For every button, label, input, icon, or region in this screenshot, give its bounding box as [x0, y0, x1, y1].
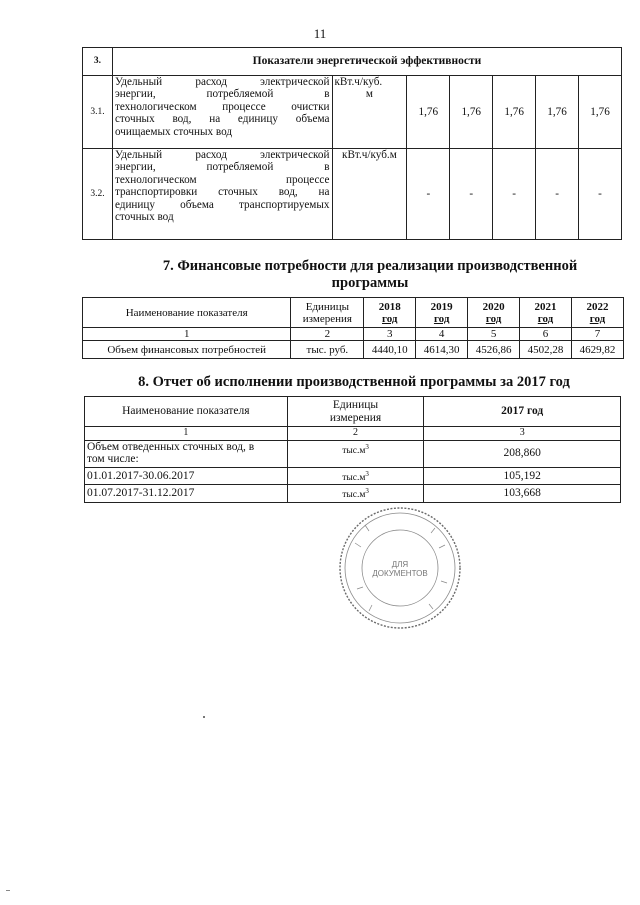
header-unit-line: измерения — [302, 312, 352, 325]
section-title: Показатели энергетической эффективности — [112, 48, 621, 76]
year-value: 2019 — [430, 300, 453, 313]
table-row — [85, 440, 621, 467]
index-cell: 1 — [83, 328, 291, 341]
header-year — [468, 298, 520, 328]
row-name-line: том числе: — [87, 453, 139, 465]
header-unit-line: Единицы — [305, 300, 349, 313]
year-suffix: год — [433, 312, 450, 325]
section-7-title — [120, 258, 620, 292]
year-suffix: год — [382, 312, 398, 325]
desc-line: единицу объема транспортируемых — [114, 198, 330, 211]
desc-line: энергии, потребляемой в — [114, 88, 330, 101]
desc-line: технологическом процессе — [114, 173, 330, 186]
year-value: 2022 — [586, 300, 609, 313]
value-cell: - — [450, 149, 493, 240]
row-name-line: 01.01.2017-30.06.2017 — [87, 469, 195, 482]
row-name-line: 01.07.2017-31.12.2017 — [87, 487, 195, 500]
index-cell: 3 — [424, 427, 621, 441]
section-8-title: 8. Отчет об исполнении производственной программы за 2017 год — [138, 374, 570, 390]
table-row — [83, 76, 622, 149]
table-row — [85, 485, 621, 503]
section-7-title-line: программы — [331, 275, 409, 291]
desc-line: сточных вод, на единицу объема — [114, 113, 330, 126]
financial-needs-table — [82, 297, 624, 359]
value-cell: 1,76 — [407, 76, 450, 149]
value-cell: 1,76 — [450, 76, 493, 149]
row-unit — [287, 467, 424, 485]
table-index-row — [83, 328, 624, 341]
unit-text: тыс.м — [342, 472, 366, 483]
header-unit-line: измерения — [329, 411, 382, 424]
row-name — [85, 440, 288, 467]
index-cell: 2 — [287, 427, 424, 441]
header-unit-line: Единицы — [332, 399, 379, 411]
year-value: 2020 — [482, 300, 505, 313]
value-cell: - — [536, 149, 579, 240]
unit-sup: 3 — [365, 469, 369, 478]
header-unit — [291, 298, 364, 328]
stamp-seal — [335, 503, 465, 633]
desc-line: транспортировки сточных вод, на — [114, 186, 330, 199]
section-7-title-line: 7. Финансовые потребности для реализации производственной — [162, 258, 578, 274]
row-name-line: Объем отведенных сточных вод, в — [87, 440, 255, 453]
header-year — [571, 298, 623, 328]
speck — [203, 716, 205, 718]
indicator-description — [112, 149, 332, 240]
value-cell: 103,668 — [424, 485, 621, 503]
value-cell: 4526,86 — [468, 341, 520, 359]
row-number: 3.1. — [83, 76, 113, 149]
table-index-row — [85, 427, 621, 441]
index-cell: 4 — [416, 328, 468, 341]
section-number: 3. — [83, 48, 113, 76]
indicator-description — [112, 76, 332, 149]
value-cell: - — [579, 149, 622, 240]
program-report-table — [84, 396, 621, 503]
year-suffix: год — [485, 312, 502, 325]
value-cell: - — [407, 149, 450, 240]
energy-efficiency-table — [82, 47, 622, 240]
index-cell: 5 — [468, 328, 520, 341]
unit-cell — [332, 76, 407, 149]
value-cell: 208,860 — [424, 440, 621, 467]
year-suffix: год — [537, 312, 554, 325]
row-name — [85, 467, 288, 485]
desc-line: Удельный расход электрической — [114, 149, 330, 161]
unit-line: кВт.ч/куб. — [334, 76, 383, 88]
value-cell: 1,76 — [536, 76, 579, 149]
value-cell: - — [493, 149, 536, 240]
unit-text: тыс.м — [342, 490, 366, 501]
table-row — [83, 48, 622, 76]
index-cell: 3 — [364, 328, 416, 341]
index-cell: 2 — [291, 328, 364, 341]
year-suffix: год — [589, 312, 606, 325]
row-number: 3.2. — [83, 149, 113, 240]
table-header-row — [85, 397, 621, 427]
row-name: Объем финансовых потребностей — [83, 341, 291, 359]
stamp-text: ДЛЯ — [391, 560, 409, 569]
value-cell: 1,76 — [579, 76, 622, 149]
desc-line: очищаемых сточных вод — [114, 125, 233, 138]
desc-line: сточных вод — [114, 211, 174, 224]
table-header-row — [83, 298, 624, 328]
header-name: Наименование показателя — [85, 397, 288, 427]
unit-line: кВт.ч/куб.м — [342, 149, 397, 161]
index-cell: 6 — [520, 328, 572, 341]
value-cell: 4502,28 — [520, 341, 572, 359]
value-cell: 4629,82 — [571, 341, 623, 359]
row-unit — [287, 440, 424, 467]
table-row — [85, 467, 621, 485]
header-name: Наименование показателя — [83, 298, 291, 328]
row-unit — [287, 485, 424, 503]
desc-line: Удельный расход электрической — [114, 76, 330, 88]
header-unit — [287, 397, 424, 427]
year-value: 2018 — [378, 300, 401, 313]
stamp-text: ДОКУМЕНТОВ — [372, 569, 428, 578]
unit-text: тыс.м — [342, 445, 366, 456]
header-year: 2017 год — [424, 397, 621, 427]
row-name — [85, 485, 288, 503]
margin-mark — [6, 890, 10, 891]
index-cell: 1 — [85, 427, 288, 441]
page-number: 11 — [313, 26, 327, 41]
value-cell: 1,76 — [493, 76, 536, 149]
index-cell: 7 — [571, 328, 623, 341]
value-cell: 4440,10 — [364, 341, 416, 359]
unit-sup: 3 — [365, 442, 369, 451]
desc-line: технологическом процессе очистки — [114, 100, 330, 113]
header-year — [364, 298, 416, 328]
value-cell: 105,192 — [424, 467, 621, 485]
table-row — [83, 341, 624, 359]
row-unit: тыс. руб. — [291, 341, 364, 359]
unit-sup: 3 — [365, 487, 369, 496]
year-value: 2021 — [534, 300, 557, 313]
header-year — [416, 298, 468, 328]
value-cell: 4614,30 — [416, 341, 468, 359]
desc-line: энергии, потребляемой в — [114, 161, 330, 174]
table-row — [83, 149, 622, 240]
unit-cell — [332, 149, 407, 240]
header-year — [520, 298, 572, 328]
unit-line: м — [365, 88, 373, 101]
